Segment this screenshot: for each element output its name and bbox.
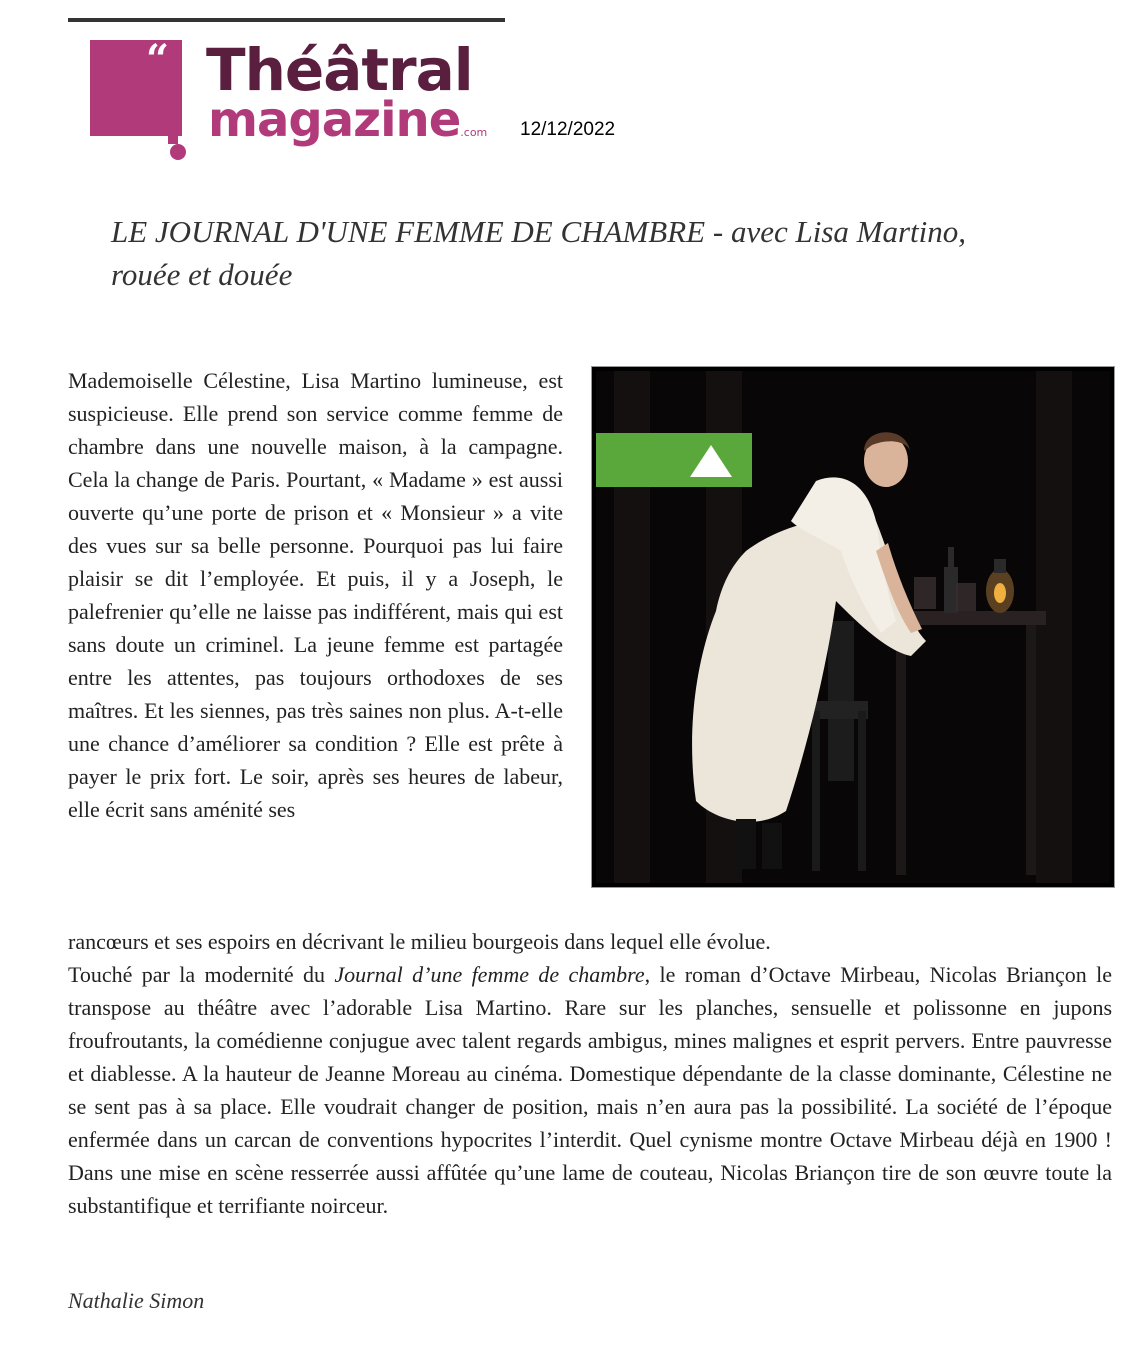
logo-suffix: .com	[460, 126, 488, 139]
top-rule	[68, 18, 505, 22]
scroll-up-button[interactable]	[596, 433, 752, 487]
bubble-dot	[170, 144, 186, 160]
article-photo	[591, 366, 1115, 888]
paragraph-2	[68, 958, 1112, 1222]
publication-date: 12/12/2022	[520, 119, 616, 140]
article-headline	[111, 210, 1091, 296]
paragraph-2-start: Touché par la modernité du	[68, 962, 335, 987]
triangle-up-icon	[690, 445, 732, 477]
quote-mark: “	[146, 36, 170, 83]
stage-photo	[596, 371, 1110, 883]
paragraph-1-end: rancœurs et ses espoirs en décrivant le milieu bourgeois dans lequel elle évolue.	[68, 929, 771, 954]
article-body-wide	[68, 925, 1112, 1222]
novel-title: Journal d’une femme de chambre	[334, 962, 645, 987]
paragraph-2-rest: , le roman d’Octave Mirbeau, Nicolas Briançon le transpose au théâtre avec l’adorable Lisa Martino. Rare sur les planches, sensuelle et polissonne en jupons froufroutants, la comédienne conjugue avec talent regards ambigus, mines malignes et esprit pervers. Entre pauvresse et diablesse. A la hauteur de Jeanne Moreau au cinéma. Domestique dépendante de la classe dominante, Célestine ne se sent pas à sa place. Elle voudrait changer de position, mais n’en aura pas la possibilité. La société de l’époque enfermée dans un carcan de conventions hypocrites l’interdit. Quel cynisme montre Octave Mirbeau déjà en 1900 ! Dans une mise en scène resserrée aussi affûtée qu’une lame de couteau, Nicolas Briançon tire de son œuvre toute la substantifique et terrifiante noirceur.	[68, 962, 1113, 1218]
headline-line-2: rouée et douée	[111, 257, 293, 292]
theatral-magazine-logo[interactable]	[90, 38, 510, 163]
article-paragraph-column: Mademoiselle Célestine, Lisa Martino lumineuse, est suspicieuse. Elle prend son service comme femme de chambre dans une nouvelle maison, à la campagne. Cela la change de Paris. Pourtant, « Madame » est aussi ouverte qu’une porte de prison et « Monsieur » a vite des vues sur sa belle personne. Pourquoi pas lui faire plaisir se dit l’employée. Et puis, il y a Joseph, le palefrenier qu’elle ne laisse pas indifférent, mais qui est sans doute un criminel. La jeune femme est partagée entre les attentes, pas toujours orthodoxes de ses maîtres. Et les siennes, pas très saines non plus. A-t-elle une chance d’améliorer sa condition ? Elle est prête à payer le prix fort. Le soir, après ses heures de labeur, elle écrit sans aménité ses	[68, 368, 563, 822]
headline-line-1: LE JOURNAL D'UNE FEMME DE CHAMBRE - avec Lisa Martino,	[111, 214, 966, 249]
logo-subtitle-text: magazine	[208, 92, 461, 148]
speech-bubble-icon	[90, 36, 182, 136]
logo-subtitle	[208, 92, 487, 161]
article-author: Nathalie Simon	[68, 1288, 205, 1313]
logo-title: Théâtral	[206, 36, 473, 104]
bubble-tail	[168, 130, 178, 144]
